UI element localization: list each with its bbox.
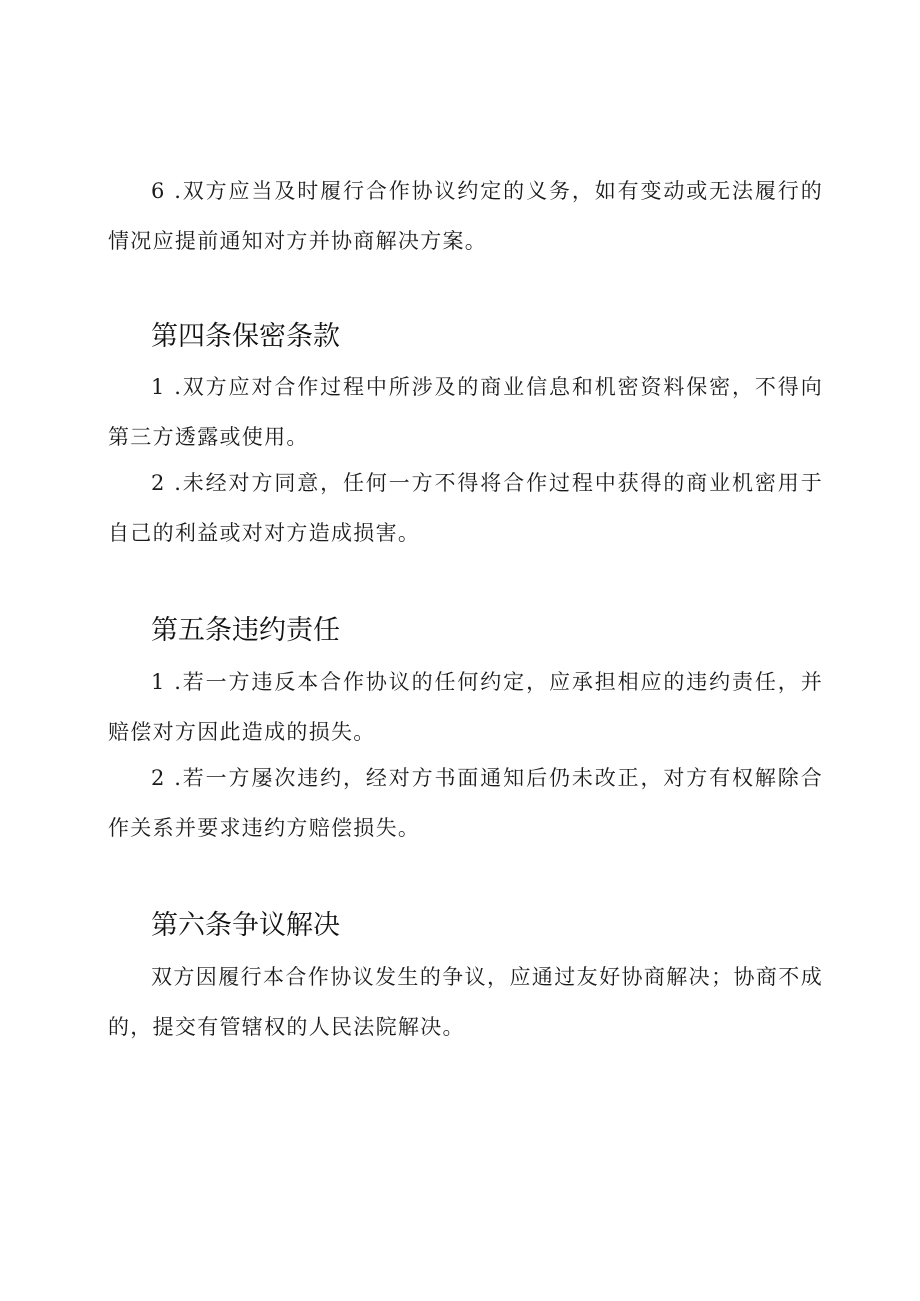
clause-3-item-6: 6 .双方应当及时履行合作协议约定的义务，如有变动或无法履行的情况应提前通知对方并协商解决方案。: [108, 179, 823, 253]
section-heading-breach-liability: 第五条违约责任: [151, 615, 340, 646]
section-heading-dispute-resolution: 第六条争议解决: [151, 910, 340, 941]
clause-4-item-1: 1 .双方应对合作过程中所涉及的商业信息和机密资料保密，不得向第三方透露或使用。: [108, 375, 823, 449]
clause-4-item-2: 2 .未经对方同意，任何一方不得将合作过程中获得的商业机密用于自己的利益或对对方造成损害。: [108, 471, 823, 545]
clause-5-item-1: 1 .若一方违反本合作协议的任何约定，应承担相应的违约责任，并赔偿对方因此造成的损失。: [108, 670, 823, 744]
clause-5-item-2: 2 .若一方屡次违约，经对方书面通知后仍未改正，对方有权解除合作关系并要求违约方赔偿损失。: [108, 766, 823, 840]
section-heading-confidentiality: 第四条保密条款: [151, 321, 340, 352]
clause-6-text: 双方因履行本合作协议发生的争议，应通过友好协商解决；协商不成的，提交有管辖权的人民法院解决。: [108, 965, 823, 1039]
